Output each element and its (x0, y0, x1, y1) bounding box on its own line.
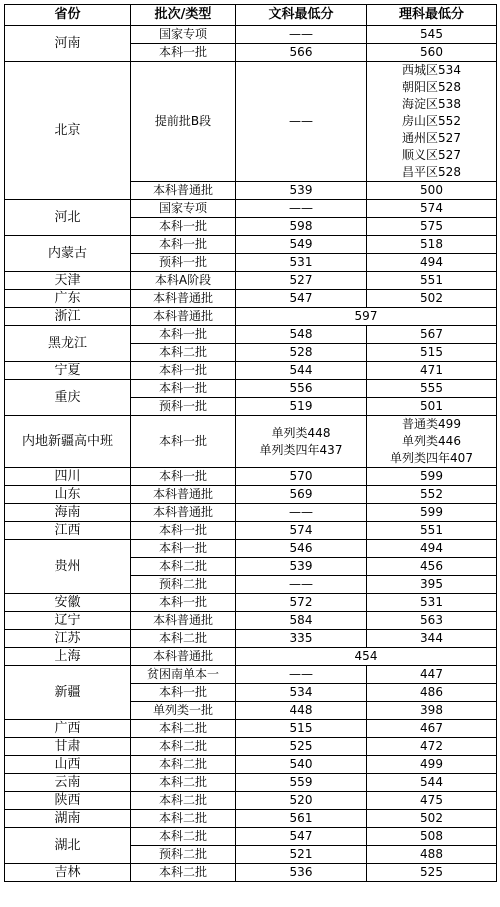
cell-province: 山东 (5, 486, 131, 504)
table-row (5, 504, 497, 522)
cell-wen-score: 536 (236, 864, 367, 882)
cell-li-score: 395 (367, 576, 497, 594)
cell-wen-score: 574 (236, 522, 367, 540)
cell-batch: 本科一批 (131, 522, 236, 540)
cell-batch: 本科普通批 (131, 612, 236, 630)
cell-province: 黑龙江 (5, 326, 131, 362)
cell-li-score: 599 (367, 504, 497, 522)
cell-province: 云南 (5, 774, 131, 792)
cell-batch: 国家专项 (131, 26, 236, 44)
cell-batch: 本科二批 (131, 720, 236, 738)
cell-province: 湖南 (5, 810, 131, 828)
cell-wen-score: —— (236, 200, 367, 218)
cell-li-score: 494 (367, 540, 497, 558)
table-row (5, 236, 497, 254)
cell-batch: 本科二批 (131, 344, 236, 362)
cell-wen-score: 559 (236, 774, 367, 792)
cell-province: 内蒙古 (5, 236, 131, 272)
cell-wen-score: —— (236, 666, 367, 684)
cell-li-score: 551 (367, 272, 497, 290)
header-batch: 批次/类型 (131, 5, 236, 26)
cell-line: 房山区552 (402, 114, 461, 128)
cell-li-score: 502 (367, 290, 497, 308)
cell-wen-score: 335 (236, 630, 367, 648)
table-row (5, 486, 497, 504)
table-row (5, 630, 497, 648)
table-row (5, 522, 497, 540)
cell-li-score: 545 (367, 26, 497, 44)
cell-li-score: 567 (367, 326, 497, 344)
cell-province: 新疆 (5, 666, 131, 720)
cell-li-score: 508 (367, 828, 497, 846)
cell-wen-score: 528 (236, 344, 367, 362)
table-row (5, 792, 497, 810)
cell-line: 朝阳区528 (402, 80, 461, 94)
cell-province: 宁夏 (5, 362, 131, 380)
cell-province: 浙江 (5, 308, 131, 326)
cell-batch: 单列类一批 (131, 702, 236, 720)
cell-batch: 本科一批 (131, 540, 236, 558)
table-row (5, 666, 497, 684)
cell-batch: 预科一批 (131, 398, 236, 416)
cell-province: 湖北 (5, 828, 131, 864)
cell-line: 西城区534 (402, 63, 461, 77)
cell-li-score: 574 (367, 200, 497, 218)
cell-batch: 贫困南单本一 (131, 666, 236, 684)
cell-province: 北京 (5, 62, 131, 200)
cell-province: 重庆 (5, 380, 131, 416)
cell-province: 广东 (5, 290, 131, 308)
cell-li-score: 398 (367, 702, 497, 720)
table-row (5, 594, 497, 612)
cell-li-score: 563 (367, 612, 497, 630)
cell-li-score: 344 (367, 630, 497, 648)
cell-province: 四川 (5, 468, 131, 486)
cell-batch: 本科A阶段 (131, 272, 236, 290)
cell-batch: 预科二批 (131, 846, 236, 864)
cell-merged-score: 454 (236, 648, 497, 666)
cell-wen-score: —— (236, 504, 367, 522)
cell-batch: 本科一批 (131, 44, 236, 62)
cell-province: 内地新疆高中班 (5, 416, 131, 468)
cell-wen-score: 570 (236, 468, 367, 486)
cell-wen-score: 448 (236, 702, 367, 720)
cell-batch: 本科普通批 (131, 182, 236, 200)
cell-line: 普通类499 (402, 417, 461, 431)
table-row (5, 612, 497, 630)
cell-province: 陕西 (5, 792, 131, 810)
cell-province: 天津 (5, 272, 131, 290)
table-row (5, 810, 497, 828)
cell-li-score: 531 (367, 594, 497, 612)
cell-li-score: 475 (367, 792, 497, 810)
table-row (5, 380, 497, 398)
cell-wen-score: 561 (236, 810, 367, 828)
cell-wen-score: 519 (236, 398, 367, 416)
cell-li-score: 555 (367, 380, 497, 398)
cell-merged-score: 597 (236, 308, 497, 326)
cell-province: 江西 (5, 522, 131, 540)
table-row (5, 26, 497, 44)
table-row (5, 362, 497, 380)
cell-wen-score: 584 (236, 612, 367, 630)
cell-batch: 预科二批 (131, 576, 236, 594)
cell-province: 广西 (5, 720, 131, 738)
table-row (5, 864, 497, 882)
cell-wen-score: 548 (236, 326, 367, 344)
cell-wen-score: 525 (236, 738, 367, 756)
cell-batch: 本科二批 (131, 774, 236, 792)
cell-li-score (367, 416, 497, 468)
cell-line: 单列类四年437 (259, 442, 343, 457)
cell-province: 吉林 (5, 864, 131, 882)
cell-line: 单列类446 (402, 434, 461, 448)
cell-province: 河南 (5, 26, 131, 62)
cell-wen-score: 527 (236, 272, 367, 290)
cell-wen-score: 540 (236, 756, 367, 774)
cell-line: 单列类448 (271, 425, 331, 440)
cell-wen-score: 546 (236, 540, 367, 558)
table-row (5, 774, 497, 792)
cell-batch: 预科一批 (131, 254, 236, 272)
cell-li-score: 494 (367, 254, 497, 272)
cell-li-score: 501 (367, 398, 497, 416)
cell-li-score: 456 (367, 558, 497, 576)
cell-li-score: 544 (367, 774, 497, 792)
cell-batch: 本科二批 (131, 630, 236, 648)
cell-wen-score: 569 (236, 486, 367, 504)
score-table (4, 4, 497, 882)
cell-wen-score: 515 (236, 720, 367, 738)
cell-batch: 本科二批 (131, 738, 236, 756)
cell-batch: 本科普通批 (131, 486, 236, 504)
cell-li-score: 447 (367, 666, 497, 684)
cell-batch: 本科普通批 (131, 290, 236, 308)
cell-batch: 本科一批 (131, 362, 236, 380)
cell-li-score: 525 (367, 864, 497, 882)
cell-batch: 本科普通批 (131, 504, 236, 522)
header-row (5, 5, 497, 26)
cell-line: 海淀区538 (402, 97, 461, 111)
cell-li-score: 502 (367, 810, 497, 828)
cell-province: 甘肃 (5, 738, 131, 756)
cell-wen-score: 539 (236, 558, 367, 576)
cell-li-score (367, 62, 497, 182)
cell-li-score: 471 (367, 362, 497, 380)
cell-wen-score: 520 (236, 792, 367, 810)
table-row (5, 540, 497, 558)
cell-batch: 本科一批 (131, 218, 236, 236)
cell-batch: 本科二批 (131, 864, 236, 882)
cell-wen-score: 547 (236, 828, 367, 846)
cell-li-score: 499 (367, 756, 497, 774)
cell-batch: 提前批B段 (131, 62, 236, 182)
cell-wen-score: 544 (236, 362, 367, 380)
cell-wen-score: 566 (236, 44, 367, 62)
cell-province: 江苏 (5, 630, 131, 648)
cell-li-score: 518 (367, 236, 497, 254)
table-body (5, 26, 497, 882)
table-row (5, 416, 497, 468)
cell-batch: 本科一批 (131, 380, 236, 398)
cell-li-score: 560 (367, 44, 497, 62)
cell-batch: 本科普通批 (131, 648, 236, 666)
cell-li-score: 488 (367, 846, 497, 864)
cell-batch: 本科一批 (131, 326, 236, 344)
cell-li-score: 500 (367, 182, 497, 200)
cell-province: 辽宁 (5, 612, 131, 630)
cell-batch: 本科普通批 (131, 308, 236, 326)
cell-li-score: 575 (367, 218, 497, 236)
cell-batch: 本科二批 (131, 810, 236, 828)
table-row (5, 720, 497, 738)
table-row (5, 648, 497, 666)
cell-wen-score (236, 416, 367, 468)
cell-province: 上海 (5, 648, 131, 666)
header-province: 省份 (5, 5, 131, 26)
cell-batch: 本科二批 (131, 828, 236, 846)
cell-wen-score: 549 (236, 236, 367, 254)
cell-li-score: 515 (367, 344, 497, 362)
cell-li-score: 486 (367, 684, 497, 702)
cell-batch: 本科一批 (131, 468, 236, 486)
table-row (5, 272, 497, 290)
cell-li-score: 599 (367, 468, 497, 486)
table-row (5, 308, 497, 326)
cell-wen-score: 539 (236, 182, 367, 200)
cell-batch: 本科二批 (131, 558, 236, 576)
cell-province: 海南 (5, 504, 131, 522)
cell-batch: 本科二批 (131, 756, 236, 774)
table-row (5, 468, 497, 486)
cell-wen-score: 531 (236, 254, 367, 272)
cell-line: 顺义区527 (402, 148, 461, 162)
cell-wen-score: —— (236, 576, 367, 594)
cell-province: 山西 (5, 756, 131, 774)
table-row (5, 326, 497, 344)
cell-batch: 本科一批 (131, 684, 236, 702)
cell-wen-score: 521 (236, 846, 367, 864)
cell-batch: 本科一批 (131, 236, 236, 254)
table-row (5, 828, 497, 846)
cell-wen-score: 556 (236, 380, 367, 398)
cell-line: 通州区527 (402, 131, 461, 145)
cell-line: 昌平区528 (402, 165, 461, 179)
cell-li-score: 467 (367, 720, 497, 738)
table-row (5, 290, 497, 308)
cell-batch: 本科一批 (131, 416, 236, 468)
cell-province: 河北 (5, 200, 131, 236)
table-row (5, 62, 497, 182)
cell-line: 单列类四年407 (390, 451, 473, 465)
cell-wen-score: 534 (236, 684, 367, 702)
cell-wen-score: 598 (236, 218, 367, 236)
cell-wen-score: —— (236, 26, 367, 44)
cell-li-score: 472 (367, 738, 497, 756)
cell-wen-score: 547 (236, 290, 367, 308)
cell-batch: 国家专项 (131, 200, 236, 218)
cell-li-score: 551 (367, 522, 497, 540)
cell-wen-score: —— (236, 62, 367, 182)
cell-batch: 本科一批 (131, 594, 236, 612)
cell-wen-score: 572 (236, 594, 367, 612)
table-row (5, 756, 497, 774)
cell-province: 安徽 (5, 594, 131, 612)
cell-li-score: 552 (367, 486, 497, 504)
header-li-min: 理科最低分 (367, 5, 497, 26)
table-row (5, 738, 497, 756)
cell-province: 贵州 (5, 540, 131, 594)
header-wen-min: 文科最低分 (236, 5, 367, 26)
cell-batch: 本科二批 (131, 792, 236, 810)
table-row (5, 200, 497, 218)
